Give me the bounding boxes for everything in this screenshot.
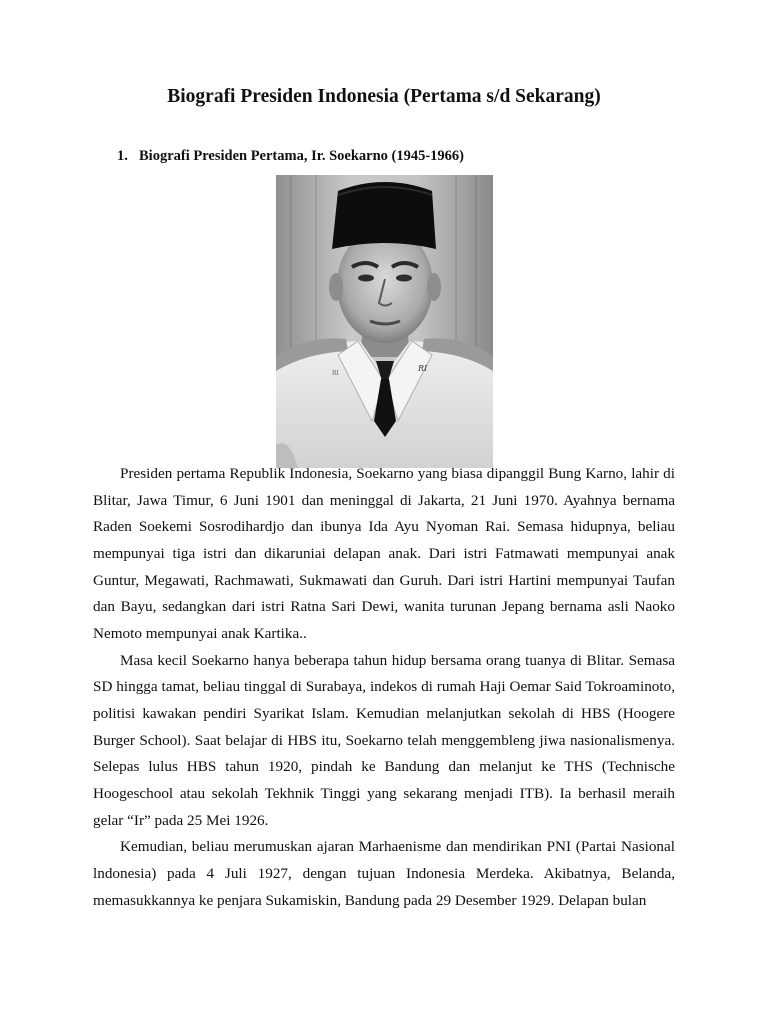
paragraph: Kemudian, beliau merumuskan ajaran Marhaenisme dan mendirikan PNI (Partai Nasional lndonesia) pada 4 Juli 1927, dengan tujuan Indonesia Merdeka. Akibatnya, Belanda, memasukkannya ke penjara Sukamiskin, Bandung pada 29 Desember 1929. Delapan bulan [93,838,675,909]
collar-badge-left: RI [332,370,339,377]
portrait-photo-icon [276,175,493,468]
biography-text [93,461,675,914]
document-title: Biografi Presiden Indonesia (Pertama s/d Sekarang) [167,86,601,107]
section-number: 1. [117,148,128,164]
paragraph: Presiden pertama Republik Indonesia, Soekarno yang biasa dipanggil Bung Karno, lahir di Blitar, Jawa Timur, 6 Juni 1901 dan meninggal di Jakarta, 21 Juni 1970. Ayahnya bernama Raden Soekemi Sosrodihardjo dan ibunya Ida Ayu Nyoman Rai. Semasa hidupnya, beliau mempunyai tiga istri dan dikaruniai delapan anak. Dari istri Fatmawati mempunyai anak Guntur, Megawati, Rachmawati, Sukmawati dan Guruh. Dari istri Hartini mempunyai Taufan dan Bayu, sedangkan dari istri Ratna Sari Dewi, wanita turunan Jepang bernama asli Naoko Nemoto mempunyai anak Kartika.. [93,465,675,642]
section-heading [117,148,464,165]
paragraph: Masa kecil Soekarno hanya beberapa tahun hidup bersama orang tuanya di Blitar. Semasa SD hingga tamat, beliau tinggal di Surabaya, indekos di rumah Haji Oemar Said Tokroaminoto, politisi kawakan pendiri Syarikat Islam. Kemudian melanjutkan sekolah di HBS (Hoogere Burger School). Saat belajar di HBS itu, Soekarno telah menggembleng jiwa nasionalismenya. Selepas lulus HBS tahun 1920, pindah ke Bandung dan melanjut ke THS (Technische Hoogeschool atau sekolah Tekhnik Tinggi yang sekarang menjadi ITB). Ia berhasil meraih gelar “Ir” pada 25 Mei 1926. [93,651,675,829]
section-title: Biografi Presiden Pertama, Ir. Soekarno (1945-1966) [139,148,465,164]
collar-badge-right: RI [418,364,428,373]
portrait-photo [276,175,493,468]
